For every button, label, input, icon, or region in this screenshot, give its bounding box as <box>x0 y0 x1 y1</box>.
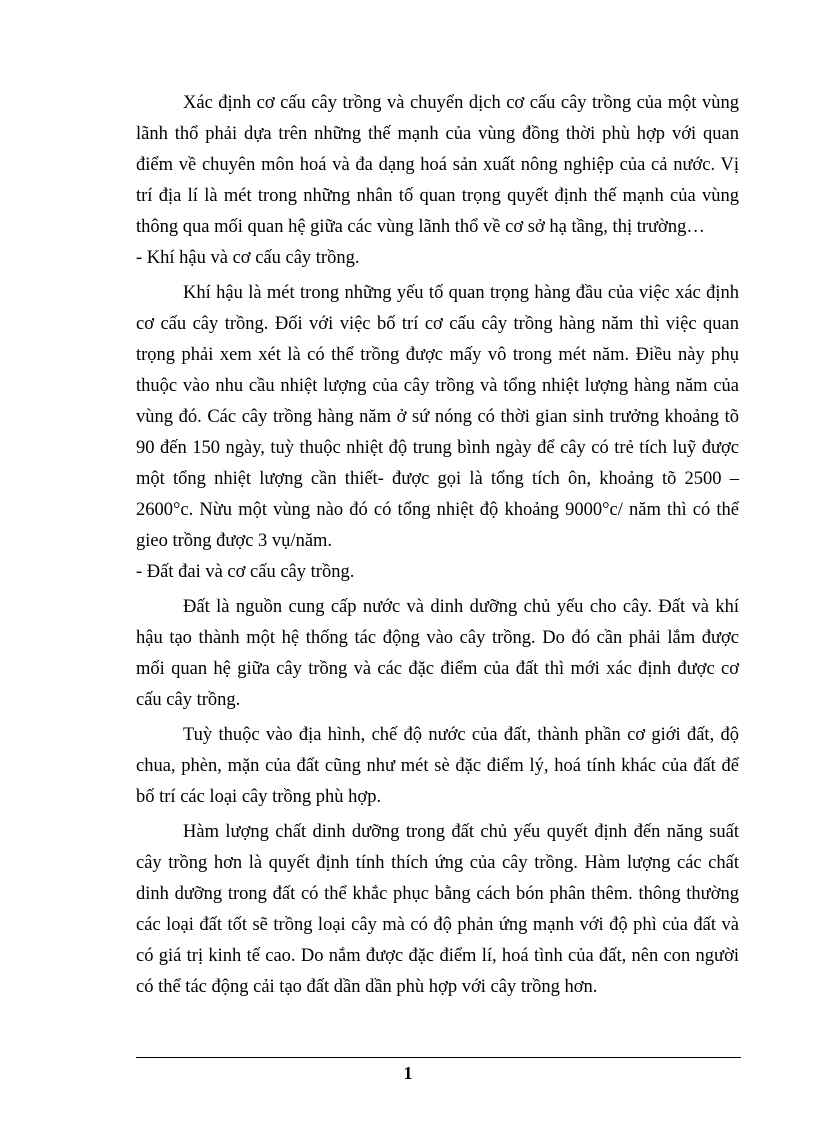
paragraph-climate: Khí hậu là mét trong những yếu tố quan trọng hàng đầu của việc xác định cơ cấu cây trồng. Đối với việc bố trí cơ cấu cây trồng hàng năm thì việc quan trọng phải xem xét là có thể trồng được mấy vô trong mét năm. Điều này phụ thuộc vào nhu cầu nhiệt lượng của cây trồng và tổng nhiệt lượng hàng năm của vùng đó. Các cây trồng hàng năm ở sứ nóng có thời gian sinh trưởng khoảng tõ 90 đến 150 ngày, tuỳ thuộc nhiệt độ trung bình ngày để cây có trẻ tích luỹ được một tổng nhiệt lượng cần thiết- được gọi là tổng tích ôn, khoảng tõ 2500 – 2600°c. Nừu một vùng nào đó có tổng nhiệt độ khoảng 9000°c/ năm thì có thể gieo trồng được 3 vụ/năm. <box>136 283 739 551</box>
heading-climate: - Khí hậu và cơ cấu cây trồng. <box>136 248 360 268</box>
paragraph-soil-nutrients: Hàm lượng chất dinh dưỡng trong đất chủ yếu quyết định đến năng suất cây trồng hơn là quyết định tính thích ứng của cây trồng. Hàm lượng các chất dinh dưỡng trong đất có thể khắc phục bằng cách bón phân thêm. thông thường các loại đất tốt sẽ trồng loại cây mà có độ phản ứng mạnh với độ phì của đất và có giá trị kinh tế cao. Do nắm được đặc điểm lí, hoá tình của đất, nên con người có thể tác động cải tạo đất dần dần phù hợp với cây trồng hơn. <box>136 822 739 997</box>
paragraph-soil-terrain: Tuỳ thuộc vào địa hình, chế độ nước của đất, thành phần cơ giới đất, độ chua, phèn, mặn của đất cũng như mét sè đặc điểm lý, hoá tính khác của đất để bố trí các loại cây trồng phù hợp. <box>136 725 739 807</box>
footer-divider <box>136 1057 741 1058</box>
paragraph-soil-source: Đất là nguồn cung cấp nước và dinh dưỡng chủ yếu cho cây. Đất và khí hậu tạo thành một hệ thống tác động vào cây trồng. Do đó cần phải lắm được mối quan hệ giữa cây trồng và các đặc điểm của đất thì mới xác định được cơ cấu cây trồng. <box>136 597 739 710</box>
page-number: 1 <box>403 1063 413 1083</box>
document-body <box>136 88 739 1003</box>
paragraph-crop-structure-intro: Xác định cơ cấu cây trồng và chuyển dịch cơ cấu cây trồng của một vùng lãnh thổ phải dựa trên những thế mạnh của vùng đồng thời phù hợp với quan điểm về chuyên môn hoá và đa dạng hoá sản xuất nông nghiệp của cả nước. Vị trí địa lí là mét trong những nhân tố quan trọng quyết định thế mạnh của vùng thông qua mối quan hệ giữa các vùng lãnh thổ về cơ sở hạ tầng, thị trường… <box>136 93 739 237</box>
heading-soil: - Đất đai và cơ cấu cây trồng. <box>136 562 355 582</box>
